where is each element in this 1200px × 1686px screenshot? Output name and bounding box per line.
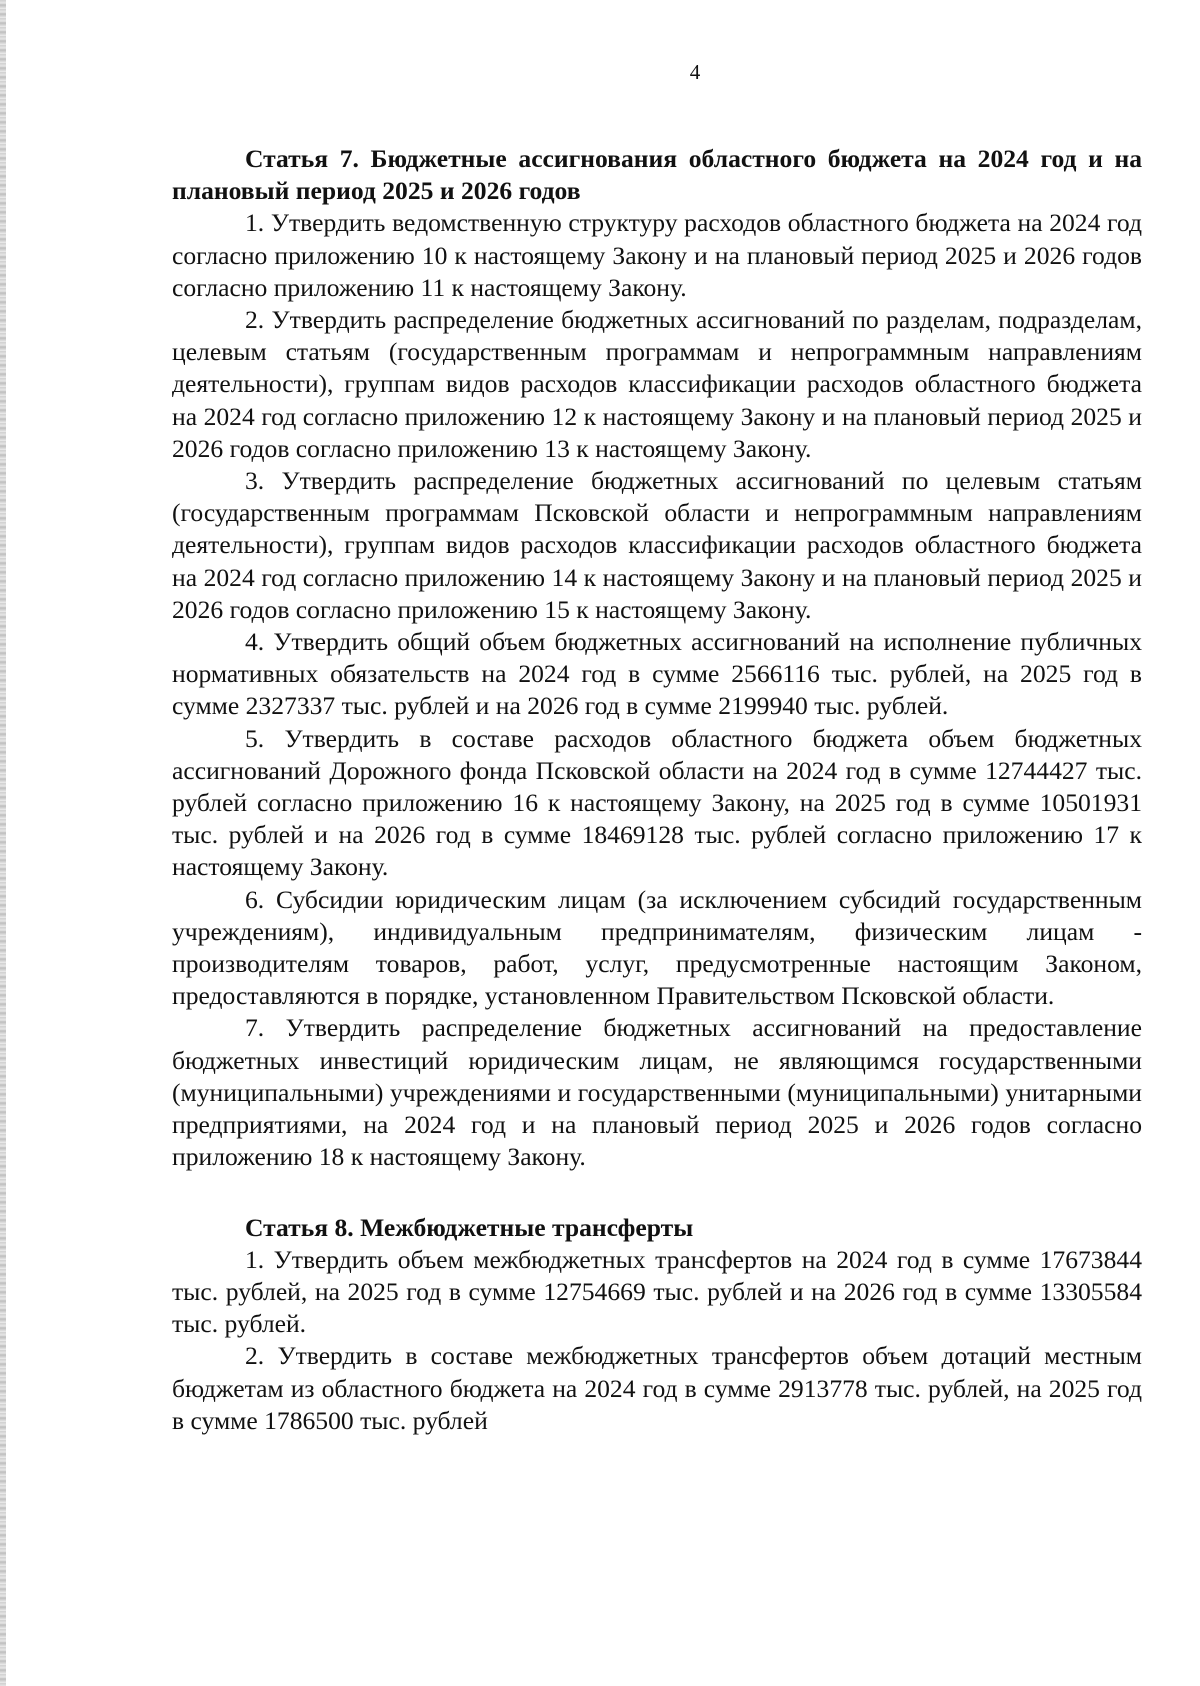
article-7-heading: Статья 7. Бюджетные ассигнования областного бюджета на 2024 год и на плановый период 2025 и 2026 годов (172, 144, 1142, 206)
article-7-paragraph-1: 1. Утвердить ведомственную структуру расходов областного бюджета на 2024 год согласно приложению 10 к настоящему Закону и на плановый период 2025 и 2026 годов согласно приложению 11 к настоящему Закону. (172, 208, 1142, 302)
article-7-paragraph-4: 4. Утвердить общий объем бюджетных ассигнований на исполнение публичных нормативных обязательств на 2024 год в сумме 2566116 тыс. рублей, на 2025 год в сумме 2327337 тыс. рублей и на 2026 год в сумме 2199940 тыс. рублей. (172, 627, 1142, 721)
scan-edge (0, 0, 6, 1686)
article-8-heading: Статья 8. Межбюджетные трансферты (245, 1212, 694, 1242)
article-7-paragraph-5: 5. Утвердить в составе расходов областного бюджета объем бюджетных ассигнований Дорожного фонда Псковской области на 2024 год в сумме 12744427 тыс. рублей согласно приложению 16 к настоящему Закону, на 2025 год в сумме 10501931 тыс. рублей и на 2026 год в сумме 18469128 тыс. рублей согласно приложению 17 к настоящему Закону. (172, 723, 1142, 882)
page-number: 4 (689, 60, 701, 84)
article-7-paragraph-2: 2. Утвердить распределение бюджетных ассигнований по разделам, подразделам, целевым статьям (государственным программам и непрограммным направлениям деятельности), группам видов расходов классификации расходов областного бюджета на 2024 год согласно приложению 12 к настоящему Закону и на плановый период 2025 и 2026 годов согласно приложению 13 к настоящему Закону. (172, 305, 1142, 463)
article-8-paragraph-2: 2. Утвердить в составе межбюджетных трансфертов объем дотаций местным бюджетам из областного бюджета на 2024 год в сумме 2913778 тыс. рублей, на 2025 год в сумме 1786500 тыс. рублей (172, 1341, 1142, 1435)
document-body (172, 143, 1142, 1437)
article-7-paragraph-6: 6. Субсидии юридическим лицам (за исключением субсидий государственным учреждениям), индивидуальным предпринимателям, физическим лицам - производителям товаров, работ, услуг, предусмотренные настоящим Законом, предоставляются в порядке, установленном Правительством Псковской области. (172, 884, 1142, 1011)
article-7-paragraph-7: 7. Утвердить распределение бюджетных ассигнований на предоставление бюджетных инвестиций юридическим лицам, не являющимся государственными (муниципальными) учреждениями и государственными (муниципальными) унитарными предприятиями, на 2024 год и на плановый период 2025 и 2026 годов согласно приложению 18 к настоящему Закону. (172, 1013, 1142, 1172)
article-8-paragraph-1: 1. Утвердить объем межбюджетных трансфертов на 2024 год в сумме 17673844 тыс. рублей, на 2025 год в сумме 12754669 тыс. рублей и на 2026 год в сумме 13305584 тыс. рублей. (172, 1244, 1142, 1339)
article-7-paragraph-3: 3. Утвердить распределение бюджетных ассигнований по целевым статьям (государственным программам Псковской области и непрограммным направлениям деятельности), группам видов расходов классификации расходов областного бюджета на 2024 год согласно приложению 14 к настоящему Закону и на плановый период 2025 и 2026 годов согласно приложению 15 к настоящему Закону. (172, 466, 1142, 624)
section-gap (172, 1174, 1142, 1212)
